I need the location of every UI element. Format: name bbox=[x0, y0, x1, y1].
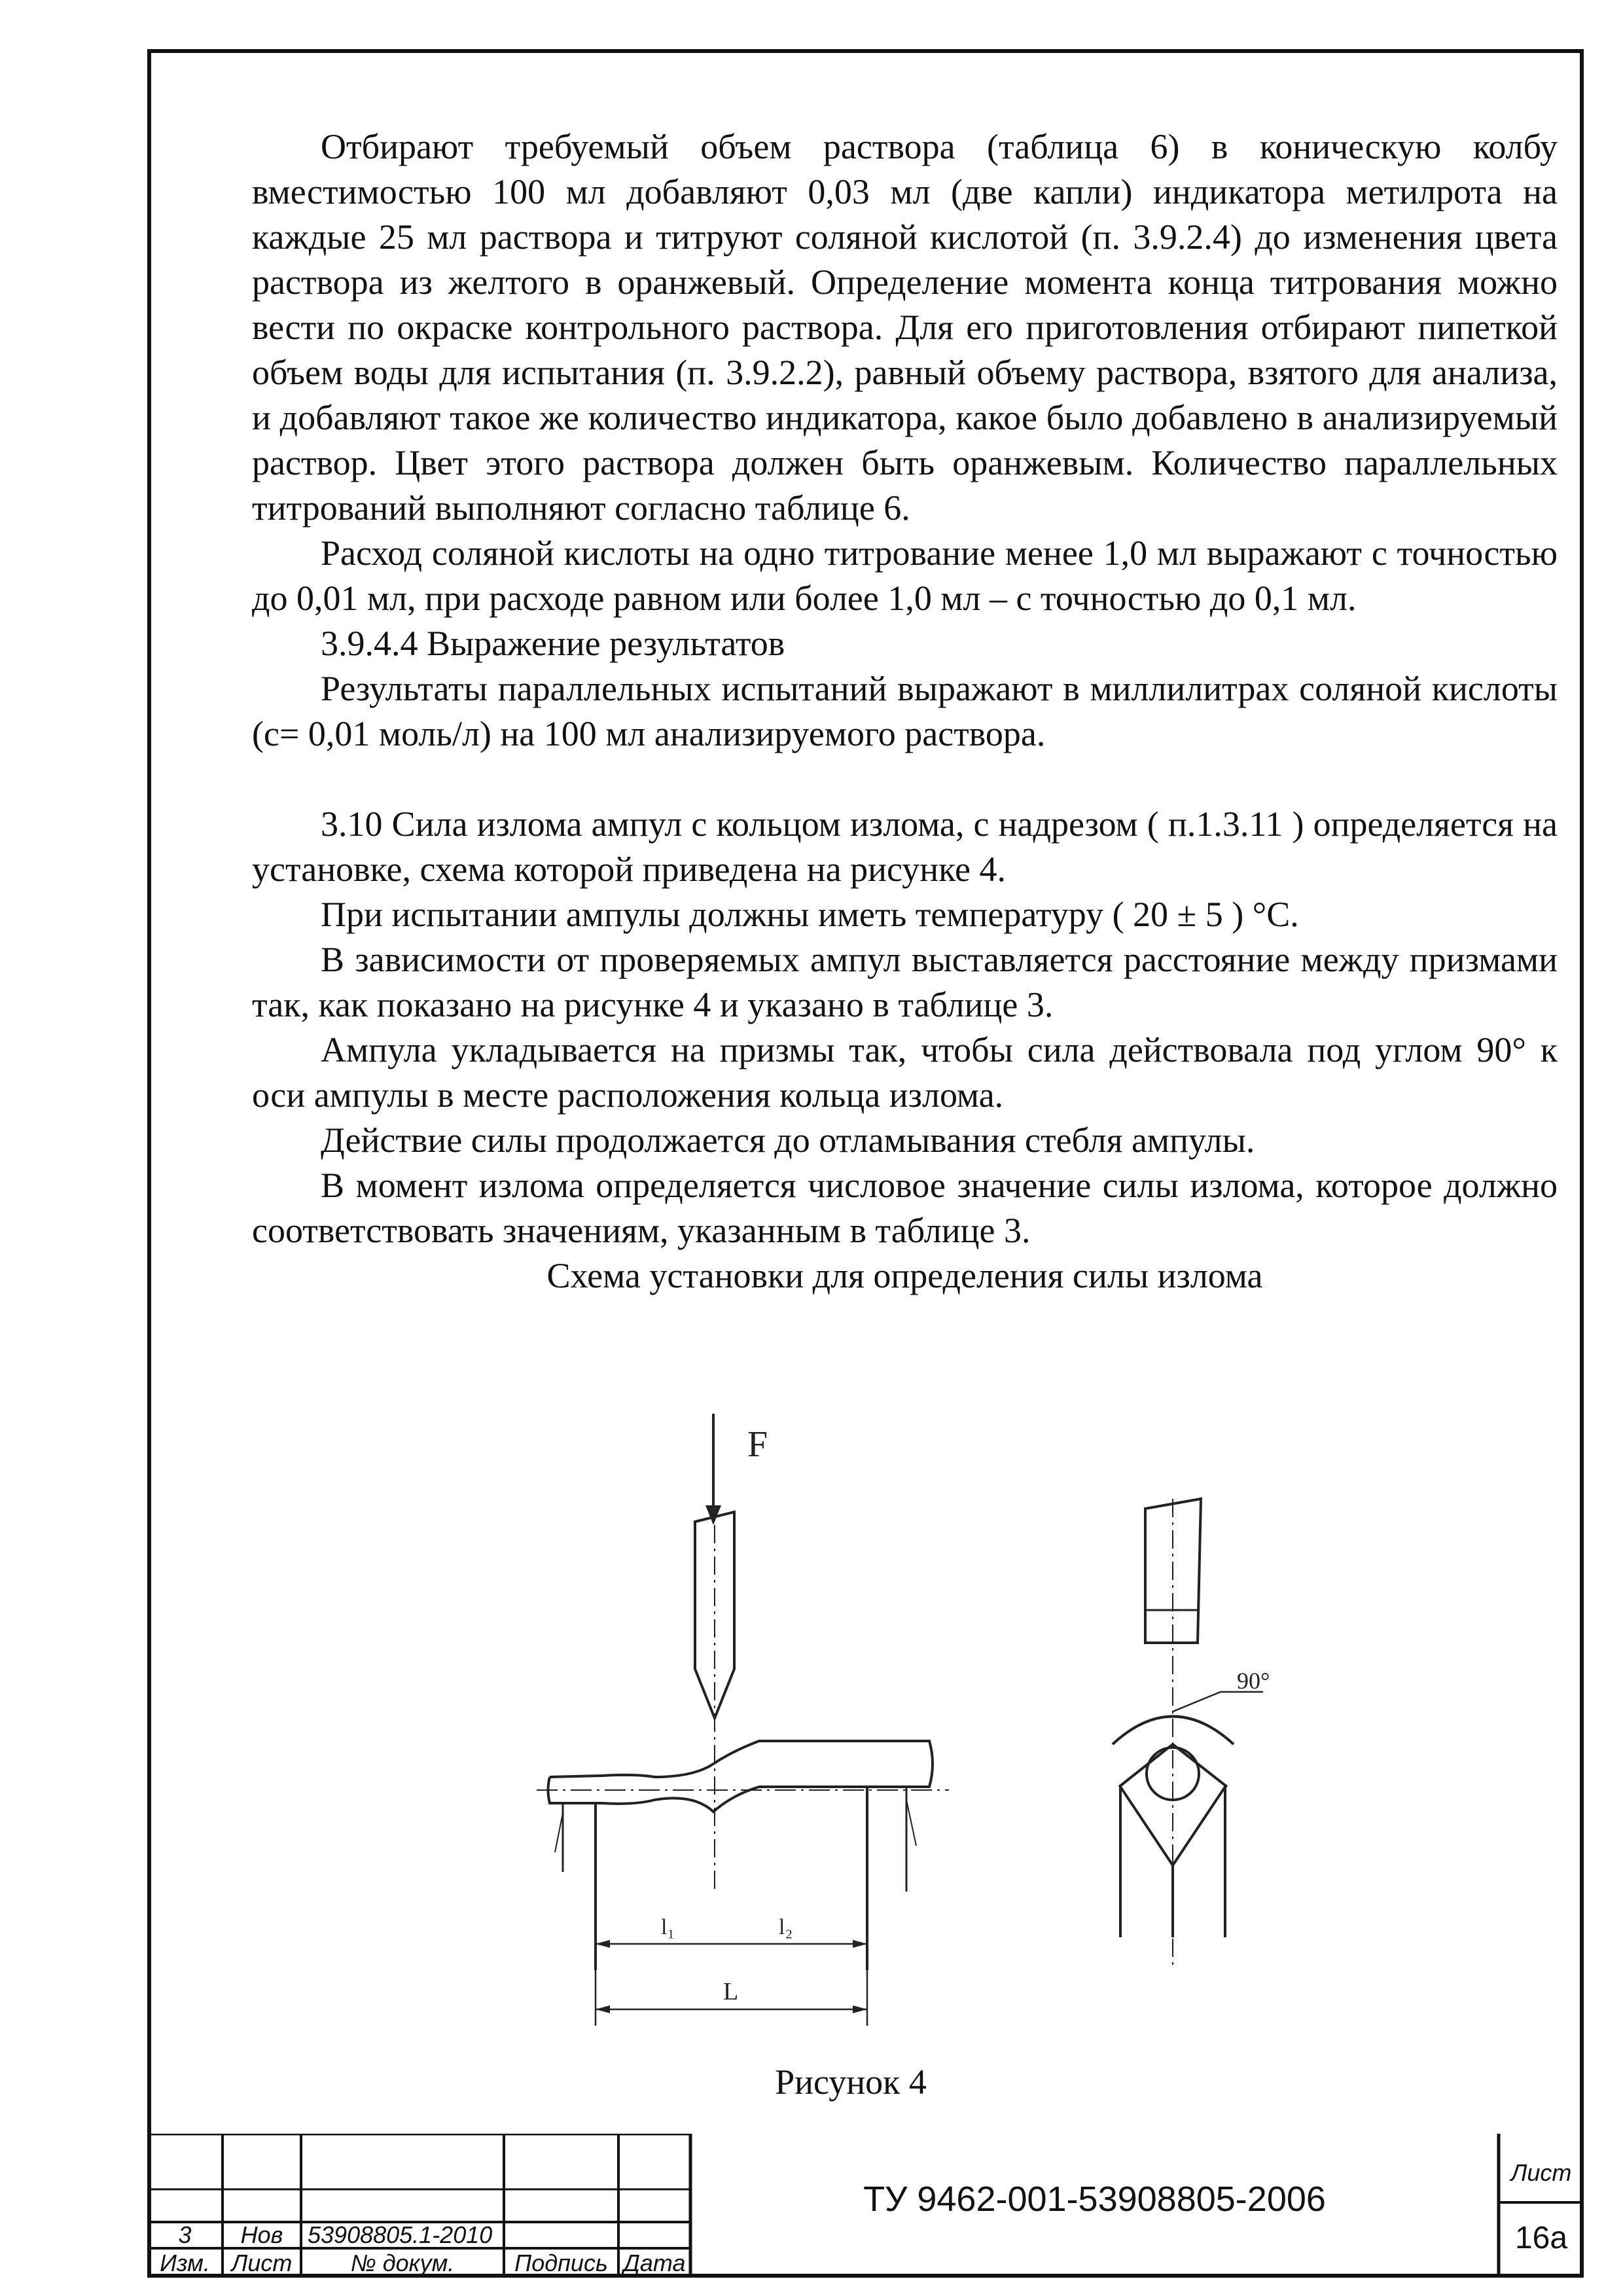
angle-leader bbox=[1173, 1692, 1263, 1712]
dimension-l2-label: l₂ bbox=[779, 1915, 793, 1939]
header-date: Дата bbox=[623, 2250, 686, 2276]
sheet-label: Лист bbox=[1510, 2159, 1572, 2186]
figure-caption: Рисунок 4 bbox=[775, 2062, 927, 2102]
prism-left bbox=[555, 1803, 596, 1970]
paragraph-temperature: При испытании ампулы должны иметь температуру ( 20 ± 5 ) °С. bbox=[321, 895, 1299, 934]
paragraph-acid-consumption: Расход соляной кислоты на одно титрование менее 1,0 мл выражают с точностью до 0,01 мл, при расходе равном или более 1,0 мл – с точностью до 0,1 мл. bbox=[252, 533, 1558, 618]
title-block bbox=[147, 2134, 1584, 2278]
header-sheet: Лист bbox=[231, 2250, 293, 2276]
paragraph-break-force: 3.10 Сила излома ампул с кольцом излома, с надрезом ( п.1.3.11 ) определяется на установке, схема которой приведена на рисунке 4. bbox=[252, 804, 1558, 889]
angle-label: 90° bbox=[1237, 1668, 1270, 1694]
figure-title: Схема установки для определения силы излома bbox=[546, 1256, 1263, 1295]
header-signature: Подпись bbox=[514, 2250, 608, 2276]
break-force-diagram bbox=[497, 1394, 1348, 2134]
paragraph-titration: Отбирают требуемый объем раствора (таблица 6) в коническую колбу вместимостью 100 мл добавляют 0,03 мл (две капли) индикатора метилрота на каждые 25 мл раствора и титруют соляной кислотой (п. 3.9.2.4) до изменения цвета раствора из желтого в оранжевый. Определение момента конца титрования можно вести по окраске контрольного раствора. Для его приготовления отбирают пипеткой объем воды для испытания (п. 3.9.2.2), равный объему раствора, взятого для анализа, и добавляют такое же количество индикатора, какое было добавлено в анализируемый раствор. Цвет этого раствора должен быть оранжевым. Количество параллельных титрований выполняют согласно таблице 6. bbox=[252, 127, 1558, 528]
paragraph-force-value: В момент излома определяется числовое значение силы излома, которое должно соответствовать значениям, указанным в таблице 3. bbox=[252, 1166, 1558, 1250]
header-document-number: № докум. bbox=[350, 2250, 455, 2276]
section-heading-results: 3.9.4.4 Выражение результатов bbox=[321, 624, 785, 663]
paragraph-ampoule-placement: Ампула укладывается на призмы так, чтобы сила действовала под углом 90° к оси ампулы в месте расположения кольца излома. bbox=[252, 1030, 1558, 1115]
paragraph-force-action: Действие силы продолжается до отламывания стебля ампулы. bbox=[321, 1121, 1255, 1160]
paragraph-prism-distance: В зависимости от проверяемых ампул выставляется расстояние между призмами так, как показано на рисунке 4 и указано в таблице 3. bbox=[252, 940, 1558, 1024]
document-body bbox=[252, 124, 1558, 1299]
change-sheet: Нов bbox=[240, 2221, 283, 2248]
paragraph-results: Результаты параллельных испытаний выражают в миллилитрах соляной кислоты (с= 0,01 моль/л) на 100 мл анализируемого раствора. bbox=[252, 669, 1558, 753]
force-label: F bbox=[747, 1424, 768, 1465]
change-document: 53908805.1-2010 bbox=[308, 2221, 493, 2248]
header-change: Изм. bbox=[160, 2250, 210, 2276]
force-arrow bbox=[705, 1414, 721, 1525]
sheet-number: 16а bbox=[1514, 2221, 1568, 2255]
document-code: ТУ 9462-001-53908805-2006 bbox=[863, 2179, 1326, 2219]
prism-right bbox=[867, 1787, 916, 1970]
dimension-L-label: L bbox=[723, 1978, 739, 2005]
dimension-l1-label: l₁ bbox=[661, 1915, 675, 1939]
ampoule-body bbox=[548, 1741, 933, 1812]
change-number: 3 bbox=[178, 2221, 192, 2248]
